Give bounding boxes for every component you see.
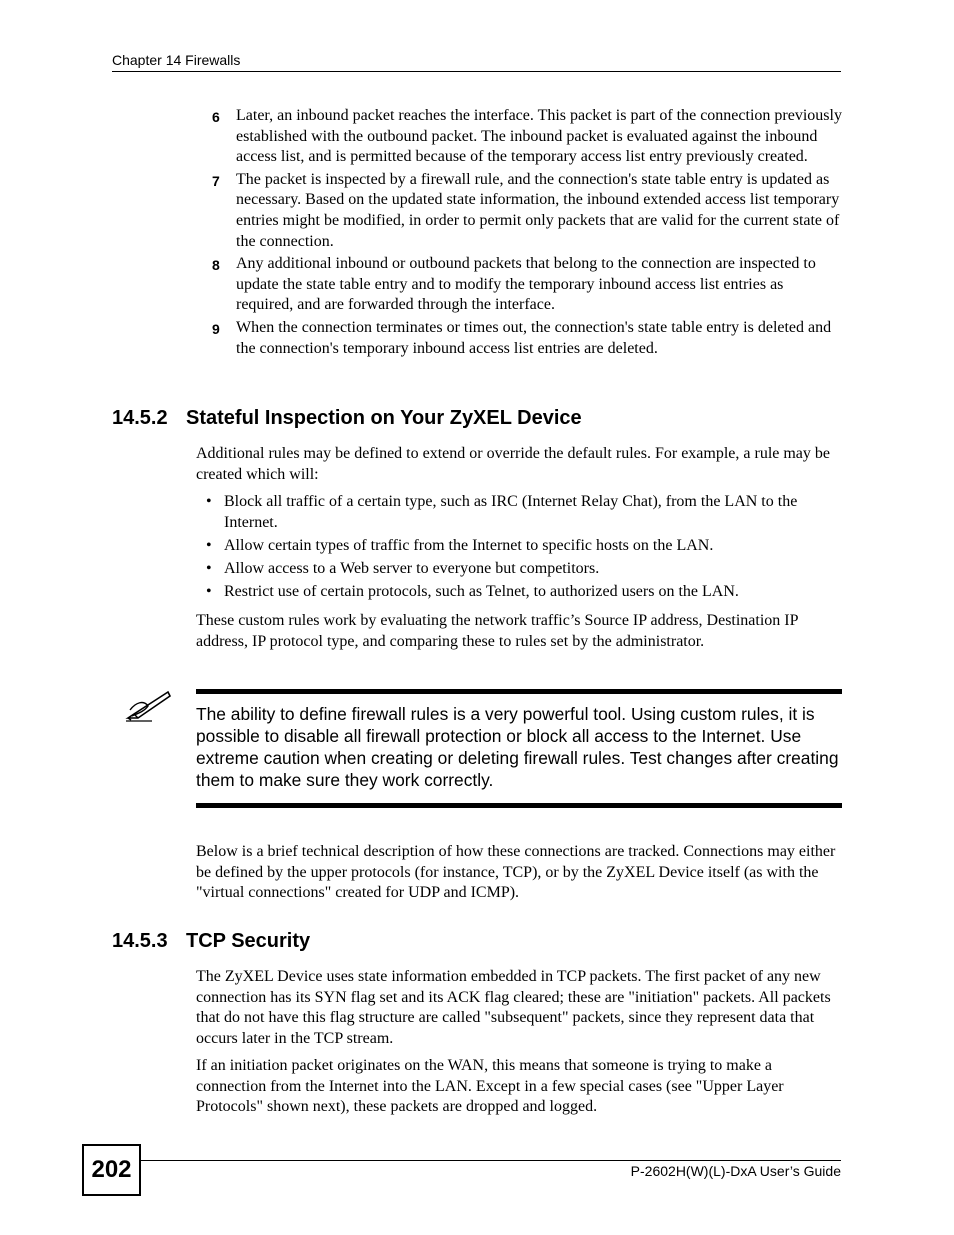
step-text: Any additional inbound or outbound packets that belong to the connection are inspected to update the state table entry and to modify the temporary inbound access list entries as required, and are forwarded through the interface. [236, 255, 816, 314]
section-title: TCP Security [186, 930, 311, 952]
running-header: Chapter 14 Firewalls [112, 52, 241, 68]
pencil-note-icon [124, 688, 172, 724]
section-title: Stateful Inspection on Your ZyXEL Device [186, 407, 582, 429]
tcp-security-paragraph-1: The ZyXEL Device uses state information embedded in TCP packets. The first packet of any new connection has its SYN flag set and its ACK flag cleared; these are "initiation" packets. All packets that do not have this flag structure are called "subsequent" packets, since they represent data that occurs later in the TCP stream. [196, 968, 831, 1047]
list-item [196, 559, 842, 580]
step-7 [212, 170, 842, 252]
step-number: 6 [212, 109, 220, 125]
step-8 [212, 254, 842, 316]
footer-rule [139, 1160, 841, 1161]
list-item-text: Allow access to a Web server to everyone but competitors. [224, 559, 600, 577]
list-item-text: Restrict use of certain protocols, such as Telnet, to authorized users on the LAN. [224, 582, 739, 600]
bullet-glyph: • [206, 493, 212, 510]
section-heading-14-5-3 [112, 928, 310, 954]
tcp-security-paragraph-2: If an initiation packet originates on the WAN, this means that someone is trying to make a connection from the Internet into the LAN. Except in a few special cases (see "Upper Layer Protocols" shown next), these packets are dropped and logged. [196, 1057, 784, 1116]
bullet-glyph: • [206, 536, 212, 554]
note-rule-bottom [196, 803, 842, 808]
guide-title: P-2602H(W)(L)-DxA User’s Guide [630, 1163, 841, 1179]
list-item-text: Allow certain types of traffic from the Internet to specific hosts on the LAN. [224, 536, 714, 554]
rule-examples-list [196, 492, 842, 605]
list-item [196, 536, 842, 557]
header-rule [112, 71, 841, 72]
bullet-glyph: • [206, 582, 212, 600]
list-item-text: Block all traffic of a certain type, such as IRC (Internet Relay Chat), from the LAN to the Internet. [224, 493, 798, 531]
step-text: The packet is inspected by a firewall rule, and the connection's state table entry is updated as necessary. Based on the updated state information, the inbound extended access list temporary entries might be modified, in order to permit only packets that are valid for the current state of the connection. [236, 170, 840, 250]
step-number: 8 [212, 257, 220, 274]
section-intro-paragraph: Additional rules may be defined to extend or override the default rules. For example, a rule may be created which will: [196, 445, 831, 483]
section-number: 14.5.2 [112, 407, 168, 429]
step-9 [212, 318, 842, 359]
step-number: 7 [212, 172, 220, 189]
note-rule-top [196, 689, 842, 694]
step-text: When the connection terminates or times out, the connection's state table entry is deleted and the connection's temporary inbound access list entries are deleted. [236, 318, 832, 357]
step-number: 9 [212, 320, 220, 337]
bullet-glyph: • [206, 559, 212, 577]
list-item [196, 582, 842, 603]
section-heading-14-5-2 [112, 405, 582, 431]
technical-description-paragraph: Below is a brief technical description of how these connections are tracked. Connections may either be defined by the upper protocols (for instance, TCP), or by the ZyXEL Device itself (as with the "virtual connections" created for UDP and ICMP). [196, 843, 836, 902]
step-text: Later, an inbound packet reaches the interface. This packet is part of the connection previously established with the outbound packet. The inbound packet is evaluated against the inbound access list, and is permitted because of the temporary access list entry previously created. [236, 107, 842, 166]
custom-rules-paragraph: These custom rules work by evaluating the network traffic’s Source IP address, Destination IP address, IP protocol type, and comparing these to rules set by the administrator. [196, 612, 798, 650]
note-text: The ability to define firewall rules is a very powerful tool. Using custom rules, it is possible to disable all firewall protection or block all access to the Internet. Use extreme caution when creating or deleting firewall rules. Test changes after creating them to make sure they work correctly. [196, 704, 839, 790]
numbered-steps [212, 106, 842, 361]
list-item [196, 492, 842, 533]
page-number: 202 [82, 1144, 141, 1196]
step-6 [212, 106, 842, 168]
section-number: 14.5.3 [112, 930, 168, 952]
